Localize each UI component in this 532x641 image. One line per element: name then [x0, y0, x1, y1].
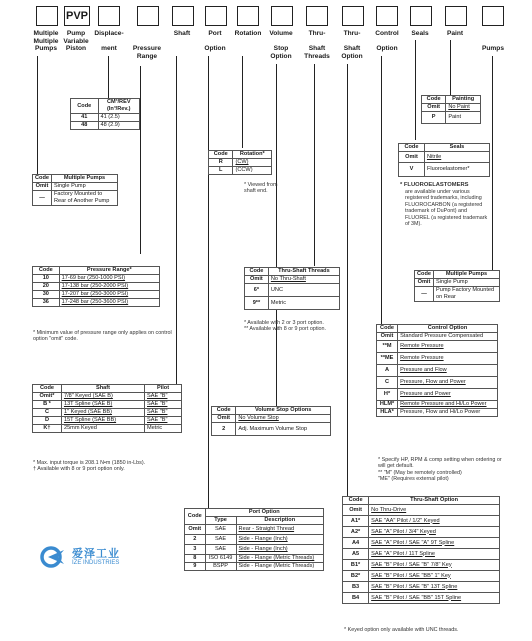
- code-box-thru1: [306, 6, 328, 26]
- table-row: K† 25mm Keyed Metric: [33, 425, 182, 433]
- th-code: Code: [377, 325, 398, 333]
- label-pressure: Pressure Range: [132, 45, 162, 60]
- table-row: Omit Standard Pressure Compensated: [377, 333, 498, 341]
- th-volume: Volume Stop Options: [236, 407, 331, 415]
- label-thru-threads: Thru- Shaft Threads: [304, 30, 330, 60]
- label-pump: Pump Variable Piston: [63, 30, 89, 53]
- th-code: Code: [422, 96, 446, 104]
- seals-note: are available under various registered trademarks, including FLUOROCARBON (a registered trademark of DuPont) and FLUOREL (a registered trademark of 3M).: [405, 189, 488, 228]
- label-pumps: Pumps: [482, 45, 504, 53]
- table-row: **M Remote Pressure: [377, 341, 498, 353]
- th-pressure: Pressure Range*: [59, 267, 159, 275]
- thru-option-table: [342, 496, 500, 604]
- code-box-control: [376, 6, 398, 26]
- table-row: 48 48 (2.9): [71, 122, 140, 130]
- table-row: 8 ISO 6149 Side - Flange (Metric Threads): [185, 555, 324, 563]
- th-painting: Painting: [446, 96, 481, 104]
- pvp-code: PVP: [65, 10, 88, 22]
- seals-table: [398, 143, 490, 177]
- label-seals: Seals: [411, 30, 429, 37]
- th-seals: Seals: [424, 144, 489, 152]
- label-displacement: Displace- ment: [94, 30, 124, 53]
- th-code: Code: [212, 407, 236, 415]
- table-row: — Factory Mounted to Rear of Another Pump: [33, 191, 118, 206]
- line-shaft: [176, 56, 177, 384]
- multiple-pumps-table-2: [414, 270, 500, 302]
- th-code: Code: [33, 267, 60, 275]
- table-row: B * 13T Spline (SAE B) SAE "B": [33, 401, 182, 409]
- table-row: 36 17-248 bar (250-3600 PSI): [33, 299, 160, 307]
- th-code: Code: [399, 144, 425, 152]
- table-row: P Paint: [422, 112, 481, 124]
- th-code: Code: [343, 497, 369, 505]
- table-row: 9 BSPP Side - Flange (Metric Threads): [185, 563, 324, 571]
- th-control: Control Option: [398, 325, 498, 333]
- th-type: Type: [205, 517, 236, 525]
- shaft-note: * Max. input torque is 208.1 N•m (1850 in-Lbs). † Available with 8 or 9 port option only.: [33, 460, 146, 473]
- line-control: [381, 56, 382, 324]
- th-code: Code: [415, 271, 434, 279]
- th-port: Port Option: [205, 509, 323, 517]
- table-row: 10 17-69 bar (250-1000 PSI): [33, 275, 160, 283]
- table-row: 9** Metric: [245, 297, 340, 310]
- line-thru-threads: [314, 64, 315, 266]
- company-logo: [40, 546, 120, 568]
- logo-en: IZE INDUSTRIES: [72, 559, 120, 566]
- code-box-pvp: [64, 6, 90, 26]
- table-row: Omit No Paint: [422, 104, 481, 112]
- th-threads: Thru-Shaft Threads: [268, 268, 339, 276]
- table-row: 30 17-207 bar (250-3000 PSI): [33, 291, 160, 299]
- table-row: **ME Remote Pressure: [377, 353, 498, 365]
- table-row: A Pressure and Flow: [377, 365, 498, 377]
- rotation-table: [208, 150, 272, 175]
- th-cm3: CM³/REV (In³/Rev.): [98, 99, 140, 114]
- label-thru-option: Thru- Shaft Option: [341, 30, 363, 60]
- table-row: 6* UNC: [245, 284, 340, 297]
- table-row: 3 SAE Side - Flange (Inch): [185, 545, 324, 555]
- control-note: * Specify HP, RPM & comp setting when ordering or will get default. ** "M" (May be remotely controlled) "ME" (Requires external pilot): [378, 457, 502, 483]
- table-row: Omit Single Pump: [33, 183, 118, 191]
- table-row: 2 Adj. Maximum Volume Stop: [212, 423, 331, 436]
- th-shaft: Shaft: [61, 385, 144, 393]
- code-box-volume: [271, 6, 293, 26]
- table-row: B2* SAE "B" Pilot / SAE "BB" 1" Key: [343, 571, 500, 582]
- th-code: Code: [209, 151, 233, 159]
- table-row: Omit SAE Rear - Straight Thread: [185, 525, 324, 535]
- label-shaft: Shaft: [173, 30, 191, 37]
- table-row: C 1" Keyed (SAE BB) SAE "B": [33, 409, 182, 417]
- table-row: 2 SAE Side - Flange (Inch): [185, 535, 324, 545]
- multiple-pumps-table: [32, 174, 118, 206]
- code-box-port: [205, 6, 227, 26]
- code-box-pressure: [137, 6, 159, 26]
- table-row: B1* SAE "B" Pilot / SAE "B" 7/8" Key: [343, 560, 500, 571]
- logo-text: [72, 548, 120, 567]
- line-volume: [276, 64, 277, 406]
- line-paint: [450, 40, 451, 96]
- table-row: Omit No Thru-Drive: [343, 505, 500, 516]
- label-paint: Paint: [446, 30, 464, 37]
- logo-mark-icon: [40, 546, 68, 568]
- table-row: A5 SAE "A" Pilot / 11T Spline: [343, 549, 500, 560]
- code-box-shaft: [172, 6, 194, 26]
- label-rotation: Rotation: [234, 30, 262, 37]
- code-box-pumps: [482, 6, 504, 26]
- table-row: 41 41 (2.5): [71, 114, 140, 122]
- th-description: Description: [236, 517, 323, 525]
- table-row: B3 SAE "B" Pilot / SAE "B" 13T Spline: [343, 582, 500, 593]
- th-code: Code: [33, 175, 52, 183]
- table-row: Omit No Volume Stop: [212, 415, 331, 423]
- code-box-seals: [410, 6, 432, 26]
- table-row: Omit No Thru-Shaft: [245, 276, 340, 284]
- th-code: Code: [33, 385, 62, 393]
- table-row: L (CCW): [209, 167, 272, 175]
- table-row: H* Pressure and Power: [377, 389, 498, 401]
- table-row: A2* SAE "A" Pilot / 3/4" Keyed: [343, 527, 500, 538]
- th-thru-option: Thru-Shaft Option: [369, 497, 500, 505]
- label-port: Port Option: [204, 30, 226, 53]
- th-code: Code: [245, 268, 269, 276]
- th-code: Code: [185, 509, 206, 525]
- label-control: Control Option: [375, 30, 399, 53]
- code-box-rotation: [237, 6, 259, 26]
- th-rotation: Rotation*: [233, 151, 272, 159]
- th-multiple: Multiple Pumps: [433, 271, 499, 279]
- label-volume: Volume Stop Option: [269, 30, 293, 60]
- table-row: A4 SAE "A" Pilot / SAE "A" 9T Spline: [343, 538, 500, 549]
- th-pilot: Pilot: [145, 385, 182, 393]
- volume-table: [211, 406, 331, 436]
- table-row: Omit Single Pump: [415, 279, 500, 287]
- table-row: B4 SAE "B" Pilot / SAE "BB" 15T Spline: [343, 593, 500, 604]
- table-row: Omit Nitrile: [399, 152, 490, 163]
- line-pumps: [492, 56, 493, 270]
- line-thru-option: [347, 64, 348, 496]
- th-multiple: Multiple Pumps: [51, 175, 117, 183]
- line-pressure-v: [140, 66, 141, 254]
- line-port: [208, 56, 209, 508]
- logo-cn: 爱泽工业: [72, 547, 120, 560]
- code-box-thru2: [342, 6, 364, 26]
- code-box-displacement: [98, 6, 120, 26]
- label-multiple: Multiple Multiple Pumps: [33, 30, 59, 53]
- seals-note-head: * FLUOROELASTOMERS: [400, 182, 469, 188]
- table-row: R (CW): [209, 159, 272, 167]
- line-rotation: [242, 56, 243, 148]
- thread-note: * Available with 2 or 3 port option. ** Available with 8 or 9 port option.: [244, 320, 327, 333]
- thru-option-note: * Keyed option only available with UNC threads.: [344, 627, 459, 633]
- pressure-table: [32, 266, 160, 307]
- paint-table: [421, 95, 481, 124]
- table-row: 20 17-138 bar (250-2000 PSI): [33, 283, 160, 291]
- line-seals: [415, 40, 416, 140]
- table-row: V Fluoroelastomer*: [399, 163, 490, 177]
- table-row: Omit* 7/8" Keyed (SAE B) SAE "B": [33, 393, 182, 401]
- port-table: [184, 508, 324, 571]
- thread-table: [244, 267, 340, 310]
- shaft-table: [32, 384, 182, 433]
- control-table: [376, 324, 498, 417]
- code-box-paint: [445, 6, 467, 26]
- th-code: Code: [71, 99, 99, 114]
- table-row: D 15T Spline (SAE BB) SAE "B": [33, 417, 182, 425]
- line-multiple: [37, 56, 38, 174]
- table-row: HLA* Pressure, Flow and Hi/Lo Power: [377, 409, 498, 417]
- table-row: HLM* Remote Pressure and Hi/Lo Power: [377, 401, 498, 409]
- table-row: — Pump Factory Mounted on Rear: [415, 287, 500, 302]
- table-row: C Pressure, Flow and Power: [377, 377, 498, 389]
- displacement-table: [70, 98, 140, 130]
- line-displacement: [108, 56, 109, 99]
- code-box-multiple: [36, 6, 58, 26]
- pressure-note: * Minimum value of pressure range only applies on control option "omit" code.: [33, 330, 172, 343]
- table-row: A1* SAE "AA" Pilot / 1/2" Keyed: [343, 516, 500, 527]
- rotation-note: * Viewed from shaft end.: [244, 182, 278, 195]
